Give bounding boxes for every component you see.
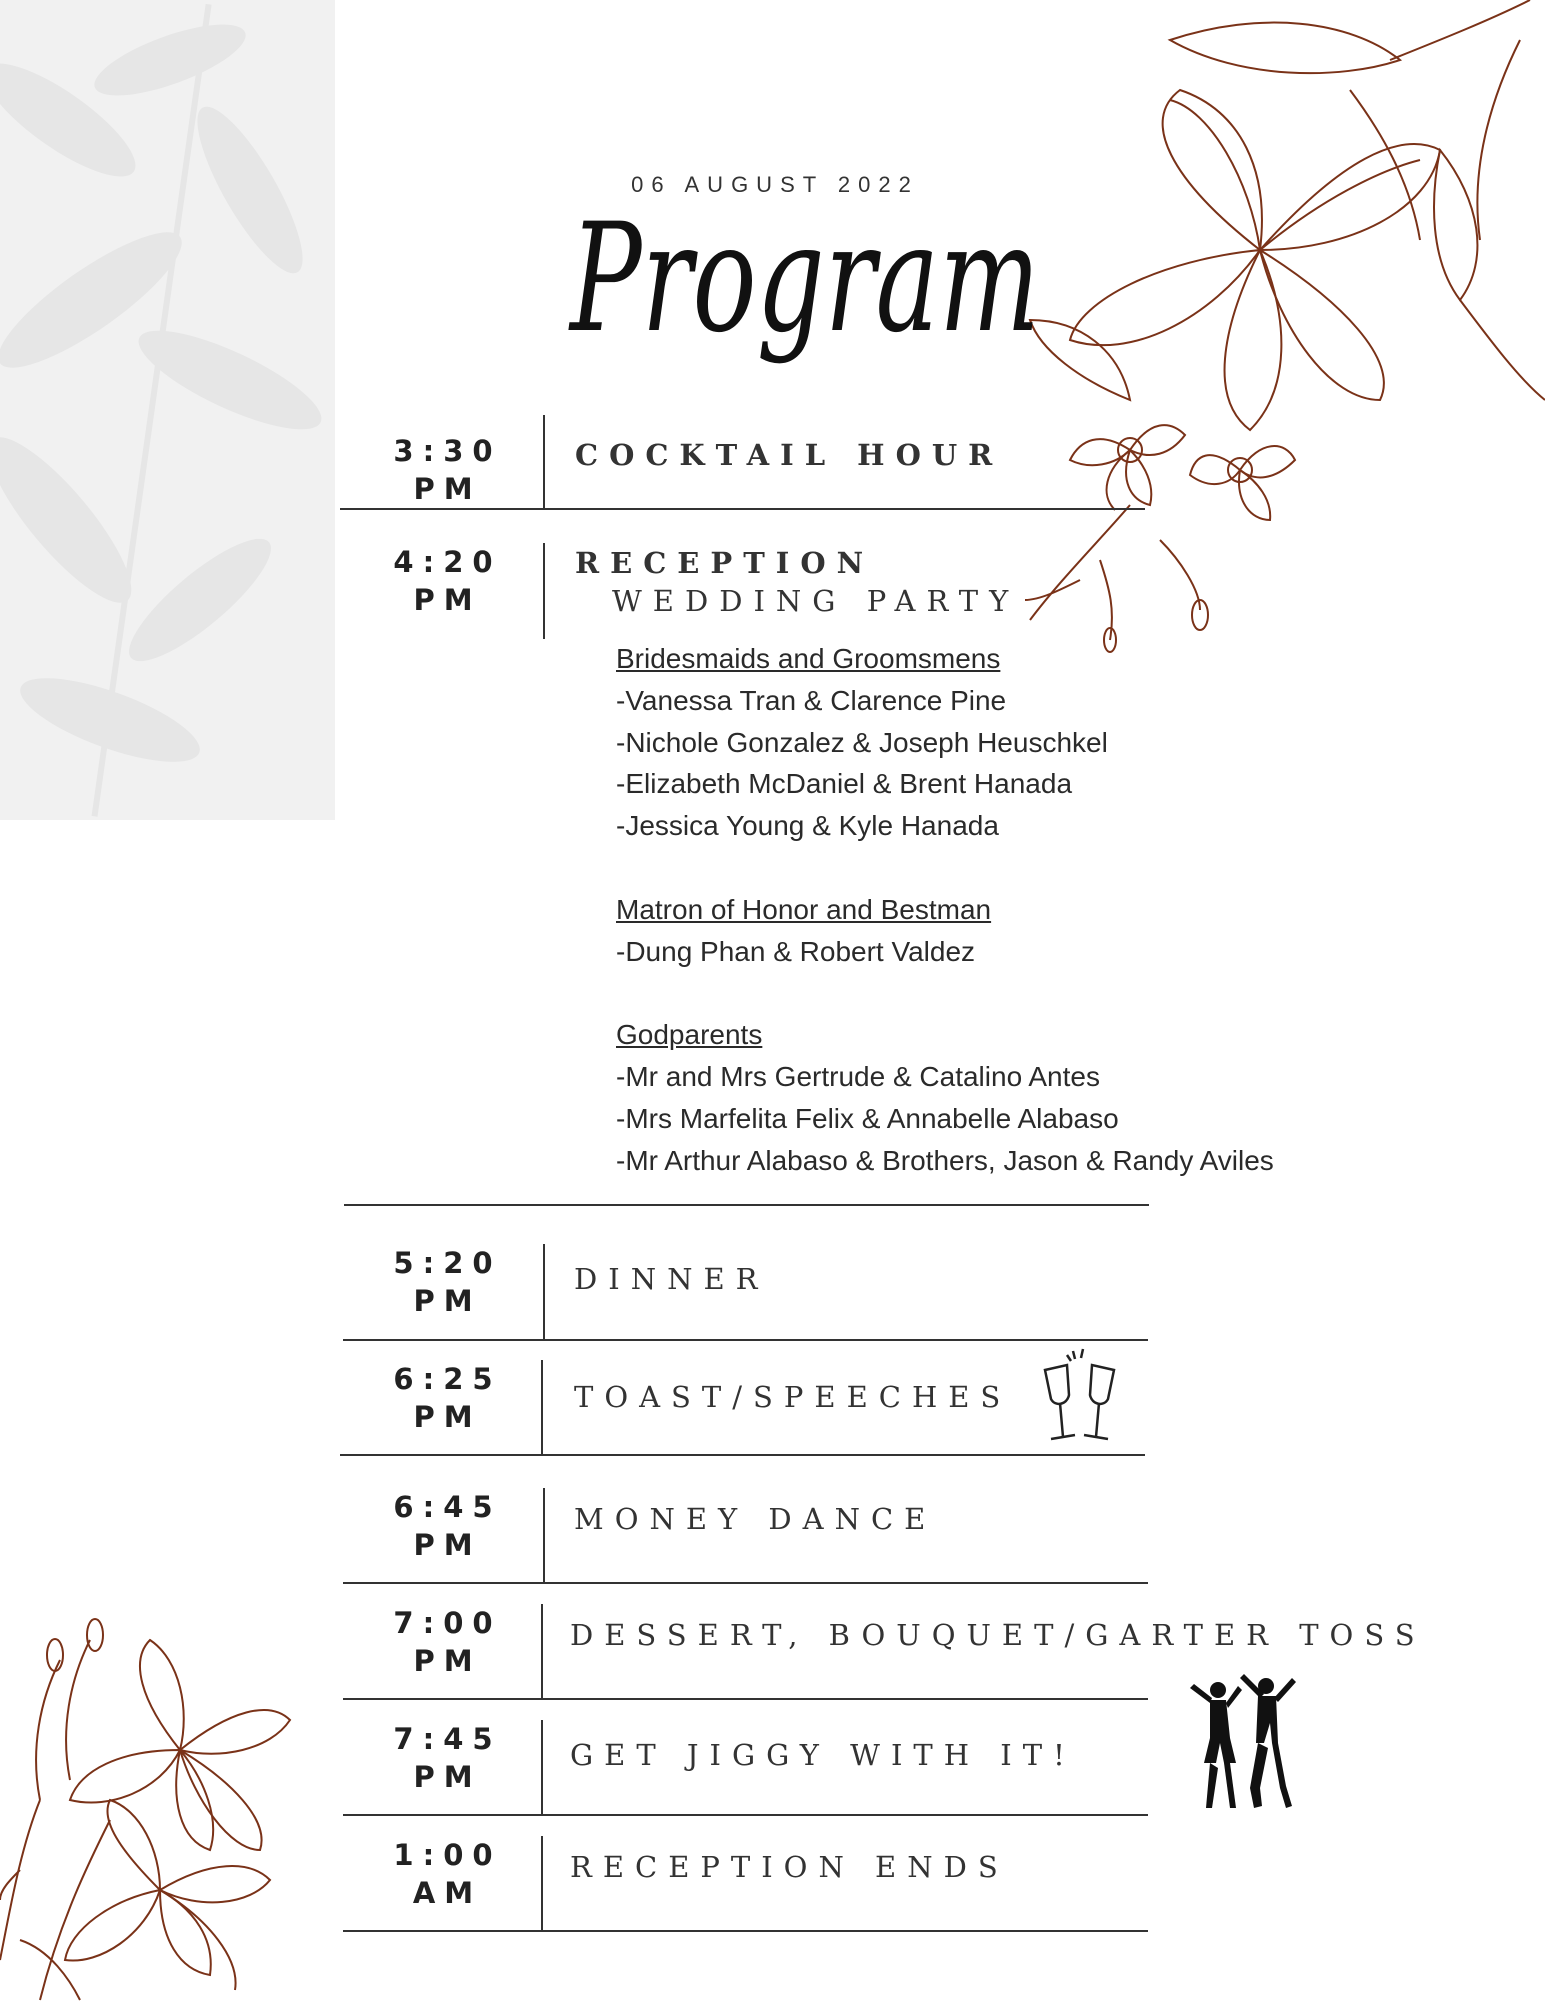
group-title: Bridesmaids and Groomsmens	[616, 643, 1001, 674]
time-period: PM	[413, 1284, 482, 1318]
event-title: GET JIGGY WITH IT!	[570, 1738, 1076, 1772]
row-separator	[340, 1454, 1145, 1456]
event-title: DESSERT, BOUQUET/GARTER TOSS	[570, 1618, 1426, 1652]
time-value: 7:00	[393, 1606, 502, 1640]
row-separator	[343, 1698, 1148, 1700]
time-label	[370, 1360, 525, 1436]
event-title: RECEPTION ENDS	[570, 1850, 1009, 1884]
list-item: -Dung Phan & Robert Valdez	[616, 935, 976, 967]
page-title	[560, 180, 1080, 420]
event-title: RECEPTION	[575, 546, 875, 580]
time-value: 5:20	[393, 1246, 502, 1280]
list-item: -Mr and Mrs Gertrude & Catalino Antes	[616, 1060, 1100, 1092]
event-title: DINNER	[574, 1262, 769, 1296]
dancers-silhouette-icon	[1180, 1668, 1300, 1818]
time-value: 7:45	[393, 1722, 502, 1756]
row-separator	[340, 508, 1145, 510]
row-separator	[343, 1814, 1148, 1816]
schedule-row-money-dance	[340, 1488, 1145, 1588]
row-divider	[543, 1488, 545, 1582]
list-item: -Jessica Young & Kyle Hanada	[616, 810, 999, 842]
time-period: PM	[413, 1644, 482, 1678]
list-item: -Elizabeth McDaniel & Brent Hanada	[616, 768, 1073, 800]
row-divider	[543, 543, 545, 639]
event-title: COCKTAIL HOUR	[575, 438, 1004, 472]
row-separator	[343, 1339, 1148, 1341]
program-script-logo	[560, 180, 1080, 420]
time-period: PM	[413, 472, 482, 506]
row-divider	[541, 1836, 543, 1930]
time-period: PM	[413, 1528, 482, 1562]
time-period: PM	[413, 1760, 482, 1794]
event-date: 06 AUGUST 2022	[631, 172, 919, 197]
time-value: 6:25	[393, 1362, 502, 1396]
champagne-glasses-icon	[1027, 1345, 1132, 1450]
row-divider	[541, 1360, 543, 1454]
list-item: -Vanessa Tran & Clarence Pine	[616, 684, 1007, 716]
spacer	[616, 972, 1356, 1014]
time-label	[370, 1604, 525, 1680]
time-value: 3:30	[393, 434, 502, 468]
row-separator	[343, 1582, 1148, 1584]
schedule-row-dessert	[340, 1604, 1426, 1704]
time-value: 1:00	[393, 1838, 502, 1872]
row-divider	[543, 1244, 545, 1340]
time-period: AM	[412, 1876, 483, 1910]
group-title: Godparents	[616, 1019, 763, 1051]
time-label	[370, 432, 525, 508]
time-label	[370, 1244, 525, 1320]
wedding-party-list	[616, 638, 1356, 1181]
list-item: -Nichole Gonzalez & Joseph Heuschkel	[616, 726, 1108, 758]
leaf-shadow-icon	[0, 0, 335, 820]
time-period: PM	[413, 1400, 482, 1434]
list-item: -Mr Arthur Alabaso & Brothers, Jason & Randy Aviles	[616, 1144, 1274, 1176]
schedule-row-jiggy	[340, 1720, 1145, 1820]
spacer	[616, 847, 1356, 889]
schedule-row-reception	[340, 540, 1145, 640]
group-title: Matron of Honor and Bestman	[616, 893, 992, 925]
list-item: -Mrs Marfelita Felix & Annabelle Alabaso	[616, 1102, 1119, 1134]
schedule-row-reception-ends	[340, 1836, 1145, 1936]
row-separator	[344, 1204, 1149, 1206]
schedule-row-cocktail	[340, 412, 1145, 512]
time-label	[370, 1836, 525, 1912]
time-value: 4:20	[393, 545, 502, 579]
time-value: 6:45	[393, 1490, 502, 1524]
row-divider	[541, 1720, 543, 1814]
row-separator	[343, 1930, 1148, 1932]
row-divider	[541, 1604, 543, 1698]
floral-bottom-icon	[0, 1620, 345, 2000]
time-label	[370, 1488, 525, 1564]
time-label	[370, 1720, 525, 1796]
event-title: MONEY DANCE	[574, 1502, 937, 1536]
time-label	[370, 543, 525, 619]
row-divider	[543, 415, 545, 508]
event-subtitle: WEDDING PARTY	[612, 584, 1020, 618]
schedule-row-dinner	[340, 1244, 1145, 1344]
schedule-row-toast	[340, 1360, 1145, 1460]
svg-text:Program: Program	[567, 192, 1040, 366]
time-period: PM	[413, 583, 482, 617]
event-title: TOAST/SPEECHES	[574, 1380, 1012, 1414]
